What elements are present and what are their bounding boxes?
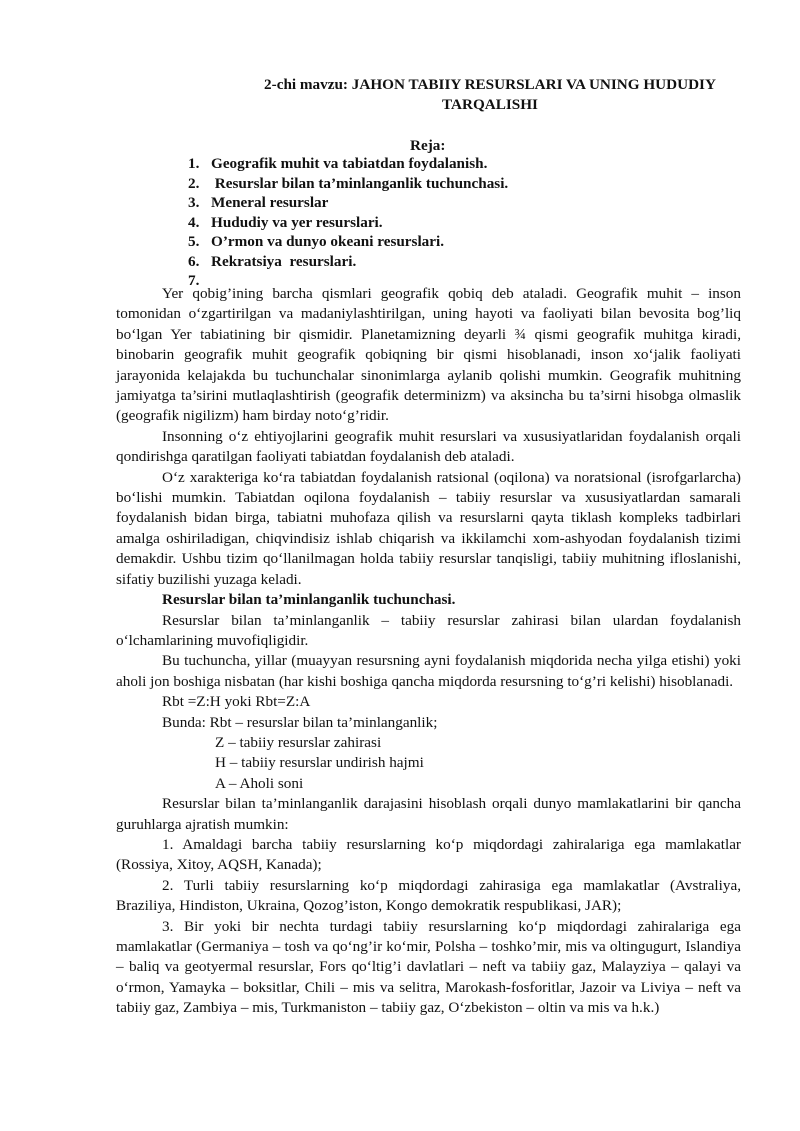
plan-item-number: 7. [188, 272, 200, 289]
plan-item [188, 232, 508, 252]
formula: Rbt =Z:H yoki Rbt=Z:A [162, 693, 311, 711]
formula-def-z: Z – tabiiy resurslar zahirasi [215, 733, 382, 751]
paragraph-nature-use-definition: Insonning o‘z ehtiyojlarini geografik muhit resurslari va xususiyatlaridan foydalanish orqali qondirishga qaratilgan faoliyati tabiatdan foydalanish deb ataladi. [116, 427, 741, 466]
plan-item-label: Resurslar bilan ta’minlanganlik tuchunchasi. [211, 174, 509, 192]
plan-item-label: Meneral resurslar [211, 194, 329, 211]
plan-item [188, 174, 508, 194]
plan-item-number: 5. [188, 233, 200, 250]
plan-item-number: 6. [188, 252, 200, 270]
formula-def-h: H – tabiiy resurslar undirish hajmi [215, 754, 424, 772]
plan-item-number: 3. [188, 194, 200, 211]
formula-def-a: A – Aholi soni [215, 774, 304, 792]
formula-legend: Bunda: Rbt – resurslar bilan ta’minlanganlik; [162, 713, 438, 731]
plan-item-label: Geografik muhit va tabiatdan foydalanish. [211, 155, 488, 172]
plan-item-number: 2. [188, 174, 200, 192]
plan-item-label: Rekratsiya resurslari. [211, 252, 357, 270]
plan-list [188, 154, 508, 291]
plan-heading: Reja: [410, 137, 446, 154]
paragraph-country-groups: Resurslar bilan ta’minlanganlik darajasini hisoblash orqali dunyo mamlakatlarini bir qancha guruhlarga ajratish mumkin: [116, 795, 741, 833]
document-title [240, 75, 740, 115]
paragraph-rational-use: O‘z xarakteriga ko‘ra tabiatdan foydalanish ratsional (oqilona) va noratsional (isrofgarlarcha) bo‘lishi mumkin. Tabiatdan oqilona foydalanish – tabiiy resurslar va xususiyatlardan samarali foydalanish bidan birga, tabiatni muhofaza qilish va resurslarni qayta tiklash kompleks tadbirlari amalga oshiriladigan, chiqvindisiz ishlab chiqarish va ikkilamchi xom-ashyodan foydalanish tizimi demakdir. Ushbu tizim qo‘llanilmagan holda tabiiy resurslar tanqisligi, tabiiy muhitning ifloslanishi, sifatiy buzilishi yuzaga keladi. [116, 468, 741, 588]
title-line-1: 2-chi mavzu: JAHON TABIIY RESURSLARI VA UNING HUDUDIY [264, 76, 716, 93]
plan-item-label: O’rmon va dunyo okeani resurslari. [211, 233, 445, 250]
plan-item [188, 213, 508, 233]
title-line-2: TARQALISHI [442, 96, 538, 113]
plan-item [188, 193, 508, 213]
paragraph-group-1: 1. Amaldagi barcha tabiiy resurslarning ko‘p miqdordagi zahiralariga ega mamlakatlar (Rossiya, Xitoy, AQSH, Kanada); [116, 835, 741, 874]
paragraph-calculation: Bu tuchuncha, yillar (muayyan resursning ayni foydalanish miqdorida necha yilga etishi) yoki aholi jon boshiga nisbatan (har kishi boshiga qancha miqdorda resursning to‘g’ri kelishi) hisoblanadi. [116, 652, 741, 690]
paragraph-group-2: 2. Turli tabiiy resurslarning ko‘p miqdordagi zahirasiga ega mamlakatlar (Avstraliya, Braziliya, Hindiston, Ukraina, Qozog’iston, Kongo demokratik respublikasi, JAR); [116, 876, 741, 915]
document-body [116, 284, 741, 1019]
plan-item-number: 4. [188, 213, 200, 231]
paragraph-geographic-environment: Yer qobig’ining barcha qismlari geografik qobiq deb ataladi. Geografik muhit – inson tomonidan o‘zgartirilgan va madaniylashtirilgan, uning hayoti va faoliyati bilan bevosita bog’liq bo‘lgan Yer tabiatining bir qismidir. Planetamizning deyarli ¾ qismi geografik muhitga kiradi, binobarin geografik muhit geografik qobiqning bir qismi hisoblanadi, inson xo‘jalik faoliyati jarayonida kelajakda bu tuchunchalar sinonimlarga aylanib qolishi mumkin. Geografik muhitning jamiyatga ta’sirini mutlaqlashtirish (geografik determinizm) va aksincha bu ta’sirni hisobga olmaslik (geografik nigilizm) ham birday noto‘g’ridir. [116, 285, 741, 425]
plan-item-number: 1. [188, 155, 200, 172]
plan-item [188, 154, 508, 174]
paragraph-group-3: 3. Bir yoki bir nechta turdagi tabiiy resurslarning ko‘p miqdordagi zahiralariga ega mamlakatlar (Germaniya – tosh va qo‘ng’ir ko‘mir, Polsha – toshko’mir, mis va oltingugurt, Islandiya – baliq va geotyermal resurslar, Fors qo‘ltig’i davlatlari – neft va tabiiy gaz, Malayziya – qalayi va o‘rmon, Yamayka – boksitlar, Chili – mis va selitra, Marokash-fosforitlar, Jazoir va Liviya – neft va tabiiy gaz, Zambiya – mis, Turkmaniston – tabiiy gaz, O‘zbekiston – oltin va mis va h.k.) [116, 917, 741, 1017]
plan-item [188, 252, 508, 272]
section-heading: Resurslar bilan ta’minlanganlik tuchunchasi. [162, 591, 456, 609]
paragraph-resource-availability: Resurslar bilan ta’minlanganlik – tabiiy resurslar zahirasi bilan ulardan foydalanish o‘lchamlarining muvofiqligidir. [116, 611, 741, 649]
plan-item-label: Hududiy va yer resurslari. [211, 213, 383, 231]
